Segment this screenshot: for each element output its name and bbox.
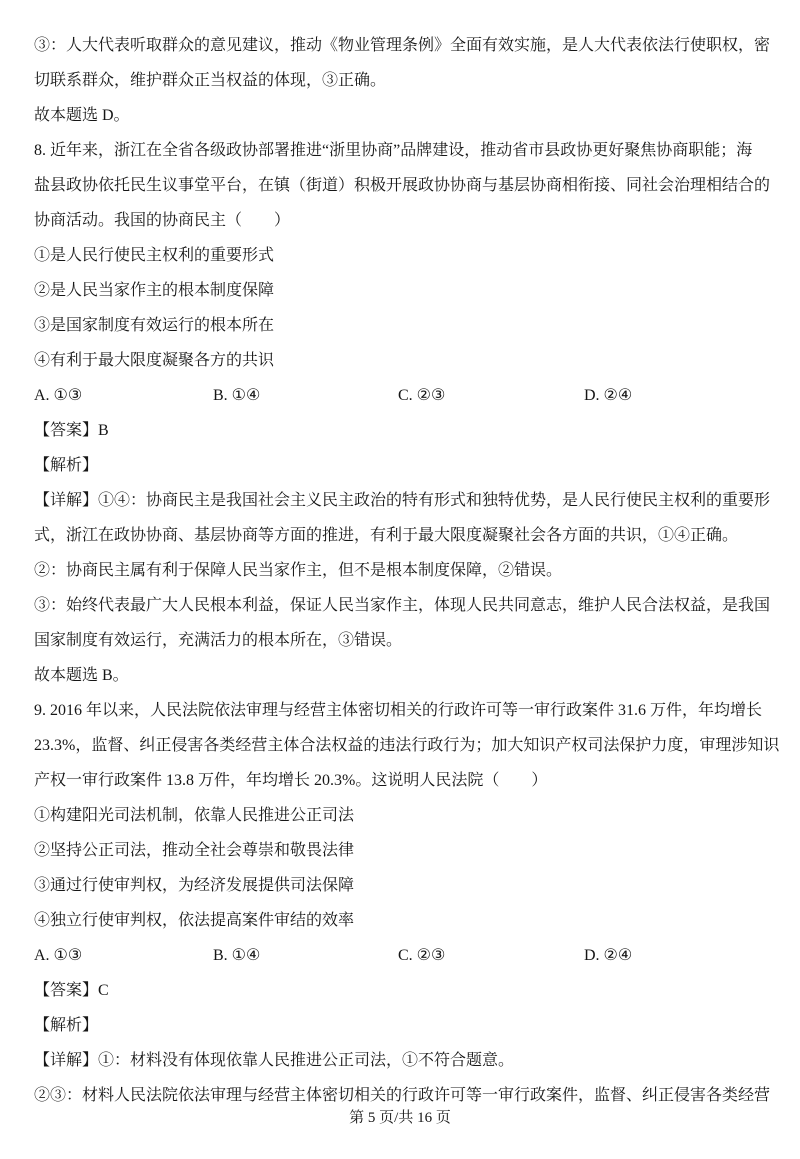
q8-detail-line: 【详解】①④：协商民主是我国社会主义民主政治的特有形式和独特优势，是人民行使民主权利的重要形 bbox=[34, 492, 771, 509]
question7-analysis-tail bbox=[34, 28, 774, 133]
q8-detail-line: ②：协商民主属有利于保障人民当家作主，但不是根本制度保障，②错误。 bbox=[34, 562, 563, 579]
q9-statement-3: ③通过行使审判权，为经济发展提供司法保障 bbox=[34, 877, 355, 894]
q9-analysis-tag: 【解析】 bbox=[34, 1017, 99, 1034]
q8-detail-line: 式，浙江在政协协商、基层协商等方面的推进，有利于最大限度凝聚社会各方面的共识，①④正确。 bbox=[34, 527, 739, 544]
q7-detail-line: ③：人大代表听取群众的意见建议，推动《物业管理条例》全面有效实施，是人大代表依法行使职权，密 bbox=[34, 37, 771, 54]
q9-choice-b: B. ①④ bbox=[213, 947, 261, 964]
q8-analysis-tag: 【解析】 bbox=[34, 457, 99, 474]
q8-choice-d: D. ②④ bbox=[584, 387, 633, 404]
q9-detail-line: ②③：材料人民法院依法审理与经营主体密切相关的行政许可等一审行政案件，监督、纠正侵害各类经营 bbox=[34, 1087, 771, 1104]
q9-choice-a: A. ①③ bbox=[34, 947, 83, 964]
q8-conclusion: 故本题选 B。 bbox=[34, 667, 129, 684]
q8-statement-4: ④有利于最大限度凝聚各方的共识 bbox=[34, 352, 275, 369]
page-content bbox=[34, 28, 780, 1113]
q8-choice-c: C. ②③ bbox=[398, 387, 446, 404]
q8-statement-1: ①是人民行使民主权利的重要形式 bbox=[34, 247, 275, 264]
q8-detail-line: 国家制度有效运行，充满活力的根本所在，③错误。 bbox=[34, 632, 403, 649]
q9-choice-c: C. ②③ bbox=[398, 947, 446, 964]
q8-stem-line: 盐县政协依托民生议事堂平台，在镇（街道）积极开展政协协商与基层协商相衔接、同社会治理相结合的 bbox=[34, 177, 771, 194]
q8-stem-line: 8. 近年来，浙江在全省各级政协部署推进“浙里协商”品牌建设，推动省市县政协更好聚焦协商职能；海 bbox=[34, 142, 753, 159]
q8-choice-row bbox=[34, 378, 774, 413]
q8-choice-b: B. ①④ bbox=[213, 387, 261, 404]
q9-statement-1: ①构建阳光司法机制，依靠人民推进公正司法 bbox=[34, 807, 355, 824]
q8-statement-3: ③是国家制度有效运行的根本所在 bbox=[34, 317, 275, 334]
q9-stem-line: 产权一审行政案件 13.8 万件，年均增长 20.3%。这说明人民法院（ ） bbox=[34, 772, 548, 789]
q7-conclusion: 故本题选 D。 bbox=[34, 107, 130, 124]
q7-detail-line: 切联系群众，维护群众正当权益的体现，③正确。 bbox=[34, 72, 387, 89]
q8-choice-a: A. ①③ bbox=[34, 387, 83, 404]
q9-detail-line: 【详解】①：材料没有体现依靠人民推进公正司法，①不符合题意。 bbox=[34, 1052, 515, 1069]
q9-choice-row bbox=[34, 938, 774, 973]
q8-stem-line: 协商活动。我国的协商民主（ ） bbox=[34, 212, 291, 229]
q9-stem-line: 23.3%，监督、纠正侵害各类经营主体合法权益的违法行政行为；加大知识产权司法保护力度，审理涉知识 bbox=[34, 737, 780, 754]
q9-stem-line: 9. 2016 年以来，人民法院依法审理与经营主体密切相关的行政许可等一审行政案件 31.6 万件，年均增长 bbox=[34, 702, 763, 719]
question-8 bbox=[34, 133, 774, 693]
q9-answer-line: 【答案】C bbox=[34, 982, 109, 999]
q8-statement-2: ②是人民当家作主的根本制度保障 bbox=[34, 282, 275, 299]
q8-answer-line: 【答案】B bbox=[34, 422, 109, 439]
q9-choice-d: D. ②④ bbox=[584, 947, 633, 964]
q9-statement-4: ④独立行使审判权，依法提高案件审结的效率 bbox=[34, 912, 355, 929]
q8-detail-line: ③：始终代表最广大人民根本利益，保证人民当家作主，体现人民共同意志，维护人民合法权益，是我国 bbox=[34, 597, 771, 614]
q9-statement-2: ②坚持公正司法，推动全社会尊崇和敬畏法律 bbox=[34, 842, 355, 859]
page-footer: 第 5 页/共 16 页 bbox=[349, 1110, 451, 1126]
question-9 bbox=[34, 693, 780, 1113]
